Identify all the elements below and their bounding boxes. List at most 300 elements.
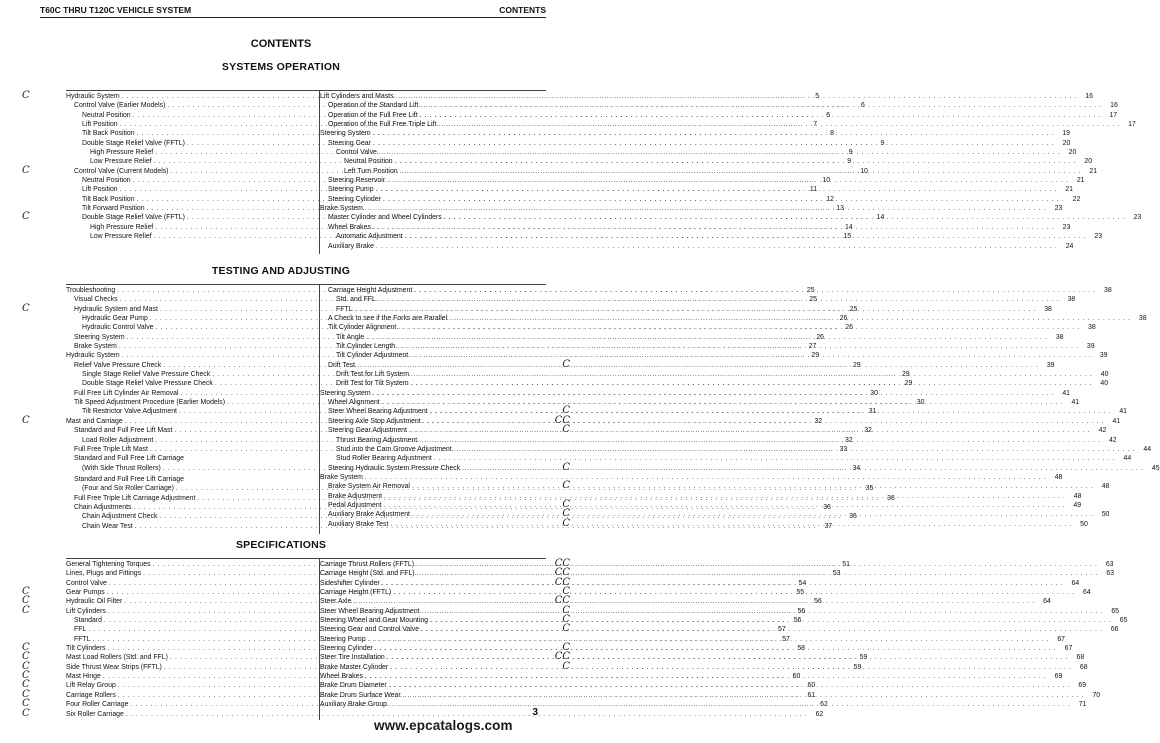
- toc-entry-label: Operation of the Full Free Lift: [328, 111, 418, 119]
- toc-entry-label: Mast Hinge: [66, 673, 101, 681]
- dot-leader: [412, 482, 1093, 491]
- toc-entry-page: 25: [806, 287, 815, 294]
- toc-entry-page: 32: [814, 417, 823, 425]
- dot-leader: [416, 560, 1097, 569]
- toc-entry-page: 50: [1080, 520, 1088, 528]
- toc-entry-label: Steer Wheel Bearing Adjustment: [328, 408, 428, 416]
- toc-entry-label: (Four and Six Roller Carriage): [82, 485, 174, 493]
- toc-entry: [320, 157, 1093, 166]
- dot-leader: [403, 691, 1084, 700]
- toc-entry-page: 30: [916, 399, 925, 407]
- toc-entry-label: Steering Cylinder: [328, 195, 381, 203]
- dot-leader: [430, 407, 1111, 416]
- toc-entry: [320, 454, 1132, 463]
- toc-entry-page: 29: [852, 361, 861, 369]
- toc-entry-label: High Pressure Relief: [90, 223, 154, 231]
- section-title-testing-and-adjusting: TESTING AND ADJUSTING: [211, 265, 351, 277]
- revision-mark: CC: [554, 651, 570, 663]
- toc-entry-page: 26: [839, 315, 848, 323]
- toc-entry-label: Auxiliary Brake Test: [328, 520, 389, 528]
- toc-entry-label: Tilt Restrictor Valve Adjustment: [82, 408, 177, 416]
- toc-entry-page: 20: [1084, 158, 1093, 166]
- toc-entry-label: Lift Relay Group: [66, 682, 116, 690]
- dot-leader: [400, 167, 1081, 176]
- toc-entry: [320, 120, 1136, 129]
- watermark: www.epcatalogs.com: [374, 718, 513, 733]
- toc-entry: [66, 475, 297, 484]
- toc-entry-label: Steering System: [74, 333, 125, 341]
- dot-leader: [365, 672, 1046, 681]
- toc-entry-page: 61: [807, 691, 816, 699]
- toc-entry-label: Left Turn Position: [344, 167, 398, 175]
- dot-leader: [387, 176, 1068, 185]
- revision-mark: C: [22, 660, 30, 672]
- toc-entry-label: Chain Adjustment Check: [82, 513, 158, 521]
- dot-leader: [382, 576, 1063, 588]
- toc-entry-label: Visual Checks: [74, 296, 118, 304]
- toc-entry-page: 23: [1094, 233, 1103, 241]
- toc-entry-label: A Check to see if the Forks are Parallel: [328, 315, 448, 323]
- toc-entry-label: Auxiliary Brake Group: [320, 701, 388, 709]
- toc-entry-label: Sideshifter Cylinder: [320, 579, 380, 587]
- dot-leader: [393, 588, 1074, 597]
- dot-leader: [354, 305, 1035, 314]
- dot-leader: [382, 398, 1063, 407]
- toc-entry-label: Carriage Height (FFTL): [320, 589, 392, 597]
- revision-mark: C: [22, 642, 30, 654]
- toc-entry-page: 39: [1099, 352, 1108, 360]
- toc-entry-label: Steering Reservoir: [328, 177, 386, 185]
- toc-entry-label: Full Free Triple Lift Mast: [74, 445, 148, 453]
- toc-entry-label: Auxiliary Brake Adjustment: [328, 511, 410, 519]
- revision-mark: C: [22, 90, 30, 101]
- toc-entry-page: 71: [1078, 701, 1087, 709]
- section-title-systems-operation: SYSTEMS OPERATION: [221, 61, 341, 73]
- toc-entry-page: 48: [1073, 492, 1082, 500]
- toc-entry-page: 27: [808, 343, 817, 351]
- toc-entry-label: Steering Gear and Control Valve: [320, 626, 420, 634]
- toc-entry-page: 30: [870, 389, 878, 397]
- dot-leader: [422, 604, 1103, 616]
- toc-entry-label: Low Pressure Relief: [90, 233, 152, 241]
- toc-entry: [320, 242, 1074, 251]
- toc-entry-label: Hydraulic Oil Filter: [66, 598, 123, 606]
- toc-entry-page: 38: [1088, 324, 1096, 332]
- toc-entry-page: 37: [824, 522, 833, 530]
- toc-entry-page: 5: [815, 93, 820, 100]
- toc-entry-label: Std. and FFL: [336, 296, 376, 304]
- dot-leader: [384, 492, 1065, 501]
- toc-entry-page: 12: [826, 195, 835, 203]
- toc-entry-label: Troubleshooting: [66, 287, 116, 294]
- dot-leader: [387, 653, 1068, 662]
- toc-entry-label: Standard and Full Free Lift Mast: [74, 427, 173, 435]
- dot-leader: [430, 616, 1111, 625]
- revision-mark: C: [562, 358, 570, 370]
- toc-entry-page: 24: [1065, 242, 1074, 250]
- toc-entry-page: 35: [865, 485, 874, 493]
- toc-entry-page: 10: [860, 167, 868, 175]
- toc-entry-page: 39: [1046, 361, 1055, 369]
- dot-leader: [379, 148, 1060, 157]
- toc-entry-page: 56: [797, 607, 806, 615]
- toc-entry-page: 41: [1062, 389, 1070, 397]
- toc-entry-page: 38: [1067, 296, 1076, 304]
- toc-entry-page: 58: [797, 645, 805, 653]
- toc-entry-label: Standard and Full Free Lift Carriage: [74, 476, 184, 484]
- toc-entry-page: 20: [1062, 139, 1071, 147]
- toc-entry-page: 70: [1092, 691, 1101, 699]
- toc-entry-page: 50: [1101, 511, 1110, 519]
- toc-entry-label: Steering Gear: [328, 139, 371, 147]
- toc-entry: [320, 473, 1063, 482]
- toc-entry-label: FFTL: [74, 635, 91, 643]
- dot-leader: [421, 625, 1102, 634]
- toc-entry-page: 49: [1073, 501, 1082, 509]
- toc-entry-label: High Pressure Relief: [90, 149, 154, 157]
- toc-entry-label: Carriage Rollers: [66, 691, 116, 699]
- toc-entry-page: 67: [1064, 645, 1073, 653]
- revision-mark: C: [562, 604, 570, 616]
- toc-entry-page: 36: [849, 513, 857, 521]
- toc-entry-page: 68: [1076, 654, 1085, 662]
- toc-entry-label: Wheel Brakes: [320, 673, 363, 681]
- dot-leader: [417, 569, 1098, 578]
- toc-entry-label: Steering Wheel and Gear Mounting: [320, 617, 429, 625]
- toc-entry-page: 19: [1062, 130, 1070, 138]
- toc-entry-label: Six Roller Carriage: [66, 710, 124, 718]
- toc-entry-label: Single Stage Relief Valve Pressure Check: [82, 371, 211, 379]
- toc-entry-page: 57: [782, 635, 790, 643]
- toc-entry-page: 41: [1119, 408, 1128, 416]
- dot-leader: [414, 286, 1095, 295]
- toc-entry-label: Wheel Alignment: [328, 399, 380, 407]
- toc-entry-label: Control Valve (Current Models): [74, 167, 169, 175]
- toc-entry-label: Relief Valve Pressure Check: [74, 361, 162, 369]
- dot-leader: [376, 242, 1057, 251]
- toc-entry-label: Tilt Back Position: [82, 130, 135, 138]
- toc-entry-page: 22: [1072, 195, 1081, 203]
- toc-entry-page: 29: [811, 352, 820, 360]
- toc-entry-page: 32: [845, 436, 853, 444]
- toc-entry-label: Steer Tire Installation: [320, 654, 385, 662]
- toc-entry-label: Neutral Position: [82, 111, 131, 119]
- toc-entry-page: 59: [853, 663, 862, 671]
- toc-entry-page: 6: [826, 111, 831, 119]
- toc-entry-page: 48: [1101, 483, 1110, 491]
- toc-entry-page: 36: [887, 494, 895, 502]
- dot-leader: [411, 379, 1092, 388]
- toc-entry-page: 38: [1138, 315, 1147, 323]
- dot-leader: [396, 92, 1077, 101]
- toc-entry-page: 56: [793, 617, 802, 625]
- toc-entry-label: Wheel Brakes: [328, 223, 371, 231]
- toc-entry-label: Chain Adjustments: [74, 504, 132, 512]
- toc-entry-page: 64: [1071, 579, 1080, 587]
- section-rule: [66, 90, 546, 91]
- toc-entry-page: 26: [816, 333, 824, 341]
- toc-entry-page: 21: [1076, 177, 1085, 185]
- toc-entry-label: Brake System: [74, 343, 117, 351]
- toc-entry-label: Neutral Position: [82, 177, 131, 185]
- toc-entry-page: 10: [822, 177, 831, 185]
- revision-mark: C: [562, 642, 570, 654]
- revision-mark: C: [22, 211, 30, 223]
- toc-entry-page: 69: [1054, 673, 1063, 681]
- toc-entry-page: 25: [809, 296, 817, 304]
- toc-entry-label: Brake System: [320, 205, 363, 213]
- dot-leader: [375, 644, 1056, 653]
- toc-entry-page: 69: [1078, 682, 1087, 690]
- dot-leader: [373, 139, 1054, 148]
- toc-entry-page: 38: [1104, 287, 1112, 294]
- toc-entry-page: 14: [844, 223, 853, 231]
- dot-leader: [420, 101, 1101, 110]
- toc-entry-label: Gear Pumps: [66, 589, 105, 597]
- toc-entry-page: 36: [823, 504, 831, 512]
- toc-entry-label: Lift Cylinders: [66, 607, 106, 615]
- revision-mark: CC: [554, 558, 570, 569]
- toc-entry-label: Tilt Back Position: [82, 195, 135, 203]
- dot-leader: [383, 195, 1064, 204]
- revision-mark: C: [22, 688, 30, 700]
- toc-entry-page: 64: [1043, 598, 1051, 606]
- toc-entry-page: 60: [807, 682, 816, 690]
- toc-entry-label: Master Cylinder and Wheel Cylinders: [328, 214, 442, 222]
- toc-entry-label: Drift Test for Lift System: [336, 371, 410, 379]
- toc-entry-label: Hydraulic System: [66, 352, 120, 360]
- toc-entry-page: 51: [842, 561, 850, 568]
- toc-entry-label: Brake Master Cylinder: [320, 663, 389, 671]
- toc-entry-label: Four Roller Carriage: [66, 701, 129, 709]
- dot-leader: [365, 473, 1046, 482]
- toc-entry-label: Automatic Adjustment: [336, 233, 403, 241]
- revision-mark: C: [22, 679, 30, 691]
- toc-entry-label: Steer Wheel Bearing Adjustment: [320, 607, 420, 615]
- revision-mark: C: [22, 164, 30, 176]
- toc-entry-label: Lift Position: [82, 121, 118, 129]
- revision-mark: C: [562, 660, 570, 672]
- toc-entry-label: Double Stage Relief Valve (FFTL): [82, 214, 185, 222]
- toc-entry-label: Steering System: [320, 130, 371, 138]
- dot-leader: [438, 120, 1119, 129]
- revision-mark: C: [22, 595, 30, 607]
- toc-entry: [320, 92, 1093, 101]
- toc-entry-label: Hydraulic System and Mast: [74, 305, 158, 313]
- toc-entry-label: Control Valve (Earlier Models): [74, 102, 166, 110]
- dot-leader: [423, 414, 1104, 426]
- toc-entry-page: 23: [1133, 214, 1142, 222]
- toc-entry-page: 13: [836, 205, 844, 213]
- dot-leader: [397, 342, 1078, 351]
- toc-entry-label: Load Roller Adjustment: [82, 436, 154, 444]
- revision-mark: C: [22, 302, 30, 314]
- toc-entry-page: 44: [1123, 455, 1132, 463]
- toc-entry-label: Carriage Height Adjustment: [328, 287, 413, 294]
- toc-entry-page: 41: [1071, 399, 1080, 407]
- dot-leader: [434, 454, 1115, 463]
- toc-entry-label: Thrust Bearing Adjustment: [336, 436, 418, 444]
- dot-leader: [409, 426, 1090, 435]
- toc-entry-page: 15: [843, 233, 852, 241]
- toc-entry-label: General Tightening Torques: [66, 561, 151, 568]
- toc-entry-page: 67: [1057, 635, 1066, 643]
- toc-entry-page: 6: [860, 102, 865, 110]
- toc-entry-page: 29: [901, 371, 910, 379]
- toc-entry-label: Steering Axle Stop Adjustment: [328, 417, 421, 425]
- section-rule: [66, 284, 546, 285]
- toc-entry-page: 16: [1110, 102, 1118, 110]
- toc-entry-page: 26: [845, 324, 853, 332]
- dot-leader: [366, 333, 1047, 342]
- toc-entry-label: Brake System Air Removal: [328, 483, 410, 491]
- toc-entry-label: Operation of the Standard Lift: [328, 102, 419, 110]
- dot-leader: [378, 295, 1059, 304]
- toc-entry: [320, 111, 1118, 120]
- toc-entry-page: 20: [1068, 149, 1077, 157]
- header-rule: [40, 17, 546, 18]
- toc-entry-page: 68: [1079, 663, 1088, 671]
- toc-entry-label: Auxiliary Brake: [328, 242, 374, 250]
- toc-entry-label: Brake Drum Diameter: [320, 682, 387, 690]
- toc-entry-label: Drift Test: [328, 361, 356, 369]
- toc-entry: [320, 129, 1070, 138]
- toc-entry-label: Steering Cylinder: [320, 645, 373, 653]
- dot-leader: [405, 232, 1086, 241]
- toc-entry-page: 38: [1055, 333, 1064, 341]
- dot-leader: [376, 185, 1057, 194]
- revision-mark: C: [562, 586, 570, 598]
- revision-mark: C: [562, 623, 570, 635]
- revision-mark: C: [562, 614, 570, 626]
- toc-entry-label: Hydraulic System: [66, 93, 120, 100]
- page-header-left: T60C THRU T120C VEHICLE SYSTEM: [40, 5, 192, 15]
- page-number: 3: [532, 707, 538, 718]
- toc-entry-label: Tilt Angle: [336, 333, 365, 341]
- toc-entry-page: 62: [820, 701, 828, 709]
- toc-entry-page: 9: [880, 139, 885, 147]
- dot-leader: [398, 323, 1079, 332]
- dot-leader: [412, 510, 1093, 519]
- toc-entry: [22, 707, 824, 719]
- toc-entry-label: Lift Cylinders and Masts: [320, 93, 394, 100]
- revision-mark: CC: [554, 576, 570, 588]
- revision-mark: C: [22, 698, 30, 710]
- toc-entry-label: Drift Test for Tilt System: [336, 380, 409, 388]
- toc-entry-page: 53: [832, 570, 841, 578]
- revision-mark: CC: [554, 595, 570, 607]
- toc-entry-label: Side Thrust Wear Strips (FFTL): [66, 663, 162, 671]
- toc-entry-page: 17: [1109, 111, 1118, 119]
- toc-entry: [320, 148, 1077, 157]
- toc-entry-page: 57: [778, 626, 786, 634]
- dot-leader: [420, 111, 1101, 120]
- toc-entry-label: Control Valve: [66, 579, 107, 587]
- toc-entry-page: 55: [796, 589, 805, 597]
- toc-entry-page: 17: [1128, 121, 1136, 129]
- revision-mark: C: [562, 498, 570, 510]
- toc-entry-label: Pedal Adjustment: [328, 501, 382, 509]
- toc-entry-page: 25: [849, 305, 858, 313]
- toc-entry-page: 14: [876, 214, 885, 222]
- toc-entry-page: 63: [1106, 570, 1115, 578]
- toc-entry-page: 56: [814, 598, 822, 606]
- toc-entry-label: Steering System: [320, 389, 371, 397]
- toc-entry-page: 65: [1111, 607, 1120, 615]
- toc-entry-page: 60: [792, 673, 801, 681]
- revision-mark: C: [562, 424, 570, 436]
- toc-entry-page: 40: [1100, 371, 1109, 379]
- dot-leader: [454, 445, 1135, 454]
- toc-entry-label: Brake System: [320, 473, 363, 481]
- toc-entry: [320, 101, 1118, 110]
- toc-entry-page: 41: [1112, 417, 1121, 425]
- toc-entry-label: FFTL: [336, 305, 353, 313]
- toc-entry-label: Tilt Cylinders: [66, 645, 106, 653]
- revision-mark: CC: [554, 567, 570, 579]
- toc-entry-page: 23: [1054, 205, 1063, 213]
- toc-entry-label: Lines, Plugs and Fittings: [66, 570, 142, 578]
- toc-entry-label: Mast Load Rollers (Std. and FFL): [66, 654, 168, 662]
- dot-leader: [353, 597, 1034, 606]
- toc-entry-page: 16: [1085, 93, 1093, 100]
- dot-leader: [373, 129, 1054, 138]
- section-rule: [66, 558, 546, 559]
- toc-entry-label: Stud Roller Bearing Adjustment: [336, 455, 432, 463]
- toc-entry: [320, 139, 1071, 148]
- toc-entry-label: (With Side Thrust Rollers): [82, 464, 161, 472]
- toc-entry-page: 42: [1108, 436, 1117, 444]
- toc-entry: [66, 454, 297, 463]
- toc-entry-label: Tilt Cylinder Alignment: [328, 324, 397, 332]
- toc-entry-page: 45: [1151, 464, 1160, 472]
- toc-entry-page: 34: [852, 464, 861, 472]
- toc-entry-page: 21: [1065, 186, 1074, 194]
- toc-entry-label: Steering Pump: [320, 635, 366, 643]
- toc-entry-label: Hydraulic Control Valve: [82, 324, 154, 332]
- toc-entry-label: Chain Wear Test: [82, 522, 133, 530]
- toc-entry-label: Full Free Lift Cylinder Air Removal: [74, 389, 179, 397]
- toc-entry-page: 8: [830, 130, 835, 138]
- toc-entry-page: 44: [1143, 445, 1152, 453]
- toc-entry-label: Full Free Triple Lift Carriage Adjustment: [74, 494, 196, 502]
- toc-entry-page: 66: [1110, 626, 1119, 634]
- toc-entry-label: Tilt Speed Adjustment Procedure (Earlier Models): [74, 399, 226, 407]
- revision-mark: C: [22, 414, 30, 426]
- toc-entry-page: 9: [848, 149, 853, 157]
- dot-leader: [373, 223, 1054, 232]
- toc-entry-page: 64: [1082, 589, 1091, 597]
- toc-entry-page: 9: [847, 158, 852, 166]
- section-title-specifications: SPECIFICATIONS: [235, 539, 327, 551]
- dot-leader: [444, 213, 1125, 222]
- toc-entry-label: Tilt Cylinder Adjustment: [336, 352, 409, 360]
- revision-mark: C: [22, 670, 30, 682]
- toc-entry-label: Carriage Thrust Rollers (FFTL): [320, 561, 415, 568]
- toc-entry-label: Standard and Full Free Lift Carriage: [74, 455, 184, 463]
- toc-entry-label: FFL: [74, 626, 87, 634]
- dot-leader: [389, 700, 1070, 709]
- dot-leader: [373, 389, 1054, 398]
- revision-mark: C: [22, 707, 30, 719]
- toc-entry-label: Steering Hydraulic System Pressure Check: [328, 464, 461, 472]
- toc-entry-page: 62: [815, 710, 824, 718]
- dot-leader: [368, 635, 1049, 644]
- toc-entry-page: 31: [868, 408, 877, 416]
- toc-entry-label: Tilt Forward Position: [82, 205, 145, 213]
- toc-entry-page: 39: [1086, 343, 1095, 351]
- toc-entry-label: Brake Adjustment: [328, 492, 383, 500]
